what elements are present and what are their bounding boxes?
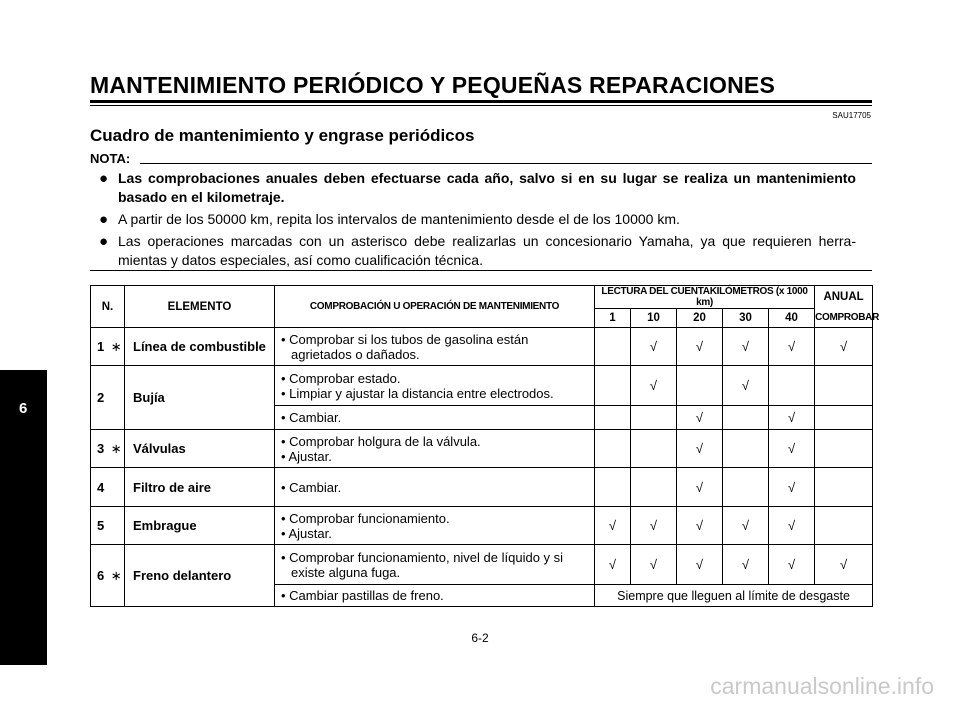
document-code: SAU17705 [832,111,871,120]
bullet-icon: ● [99,211,109,228]
operation-cell [275,430,595,468]
check-mark: √ [723,545,769,585]
row-number: 4 [91,468,109,507]
element-name: Bujía [125,366,275,430]
note-item [99,210,856,229]
check-mark: √ [723,366,769,406]
operation-text: • Ajustar. [281,525,332,541]
table-row [91,366,873,406]
asterisk-cell [109,507,125,545]
check-mark: √ [769,406,815,430]
check-cell [769,366,815,406]
notes-end-rule [90,270,872,271]
check-mark: √ [677,507,723,545]
check-mark: √ [769,328,815,366]
operation-cell [275,366,595,406]
check-cell [677,366,723,406]
operation-text: • Limpiar y ajustar la distancia entre electrodos. [281,385,554,401]
element-name: Válvulas [125,430,275,468]
operation-text: • Cambiar. [275,468,595,507]
operation-text: • Cambiar. [275,406,595,430]
chapter-tab [0,370,47,665]
col-header-reading: LECTURA DEL CUENTAKILÓMETROS (x 1000 km) [595,286,815,309]
title-rule-thin [90,105,872,106]
table-row [91,468,873,507]
table-row [91,430,873,468]
row-number: 2 [91,366,109,430]
col-header-n: N. [91,286,125,328]
col-header-km: 40 [769,309,815,328]
check-mark: √ [723,507,769,545]
col-header-km: 30 [723,309,769,328]
check-mark: √ [631,507,677,545]
check-cell [723,406,769,430]
asterisk-cell [109,468,125,507]
asterisk-icon: ∗ [109,430,125,468]
check-mark: √ [769,430,815,468]
element-name: Filtro de aire [125,468,275,507]
notes-list [99,169,856,273]
watermark: carmanualsonline.info [710,673,934,699]
check-mark: √ [769,507,815,545]
operation-cell [275,507,595,545]
table-row [91,328,873,366]
check-mark: √ [595,507,631,545]
row-number: 3 [91,430,109,468]
check-cell [595,366,631,406]
operation-text: • Cambiar pastillas de freno. [275,585,595,607]
operation-text: existe alguna fuga. [291,564,401,580]
page-title: MANTENIMIENTO PERIÓDICO Y PEQUEÑAS REPARACIONES [90,72,776,98]
operation-text: • Comprobar estado. [281,370,401,386]
asterisk-icon: ∗ [109,328,125,366]
col-header-element: ELEMENTO [125,286,275,328]
operation-cell [275,328,595,366]
col-header-km: 1 [595,309,631,328]
check-mark: √ [595,545,631,585]
row-number: 1 [91,328,109,366]
title-rule-thick [90,100,872,103]
check-cell [723,430,769,468]
page-number: 6-2 [471,631,489,645]
check-cell [595,468,631,507]
note-text: Las operaciones marcadas con un asterisco debe realizarlas un concesionario Yamaha, ya que requieren herra-mientas y datos especiales, así como cualificación técnica. [118,233,856,268]
wear-limit-note: Siempre que lleguen al límite de desgaste [595,585,873,607]
operation-text: • Ajustar. [281,448,332,464]
maintenance-table [90,285,880,607]
check-mark: √ [677,328,723,366]
col-header-operation: COMPROBACIÓN U OPERACIÓN DE MANTENIMIENTO [275,286,595,328]
row-number: 5 [91,507,109,545]
bullet-icon: ● [99,170,109,187]
operation-text: agrietados o dañados. [291,346,420,362]
check-cell [815,366,873,406]
check-mark: √ [677,406,723,430]
note-item [99,169,856,207]
nota-label: NOTA: [90,151,131,166]
col-header-annual: ANUAL [815,286,873,309]
row-number: 6 [91,545,109,607]
col-header-km: 10 [631,309,677,328]
note-text: A partir de los 50000 km, repita los intervalos de mantenimiento desde el de los 10000 km. [118,211,680,227]
check-cell [631,468,677,507]
check-cell [815,507,873,545]
note-item [99,232,856,270]
table-header-row [91,286,873,309]
table-row [91,507,873,545]
check-mark: √ [631,366,677,406]
element-name: Embrague [125,507,275,545]
col-header-annual-check: COMPROBAR [815,309,873,328]
check-mark: √ [631,545,677,585]
check-cell [595,406,631,430]
check-cell [723,468,769,507]
check-cell [815,468,873,507]
operation-text: • Comprobar holgura de la válvula. [281,433,481,449]
check-mark: √ [769,545,815,585]
operation-text: • Comprobar funcionamiento, nivel de líquido y si [281,549,564,565]
check-mark: √ [631,328,677,366]
check-mark: √ [677,430,723,468]
nota-rule [140,163,872,164]
asterisk-cell [109,366,125,430]
check-mark: √ [815,328,873,366]
note-text: Las comprobaciones anuales deben efectuarse cada año, salvo si en su lugar se realiza un mantenimiento basado en el kilometraje. [118,170,856,205]
element-name: Freno delantero [125,545,275,607]
col-header-km: 20 [677,309,723,328]
table-row [91,545,873,585]
bullet-icon: ● [99,233,109,250]
operation-text: • Comprobar funcionamiento. [281,510,450,526]
check-mark: √ [677,545,723,585]
check-cell [631,430,677,468]
check-cell [815,406,873,430]
check-cell [631,406,677,430]
check-cell [595,328,631,366]
check-mark: √ [769,468,815,507]
asterisk-icon: ∗ [109,545,125,607]
check-cell [595,430,631,468]
operation-cell [275,545,595,585]
element-name: Línea de combustible [125,328,275,366]
check-mark: √ [677,468,723,507]
chapter-tab-number: 6 [19,400,28,417]
operation-text: • Comprobar si los tubos de gasolina están [281,331,529,347]
check-mark: √ [815,545,873,585]
section-subtitle: Cuadro de mantenimiento y engrase periódicos [90,126,475,145]
check-cell [815,430,873,468]
check-mark: √ [723,328,769,366]
